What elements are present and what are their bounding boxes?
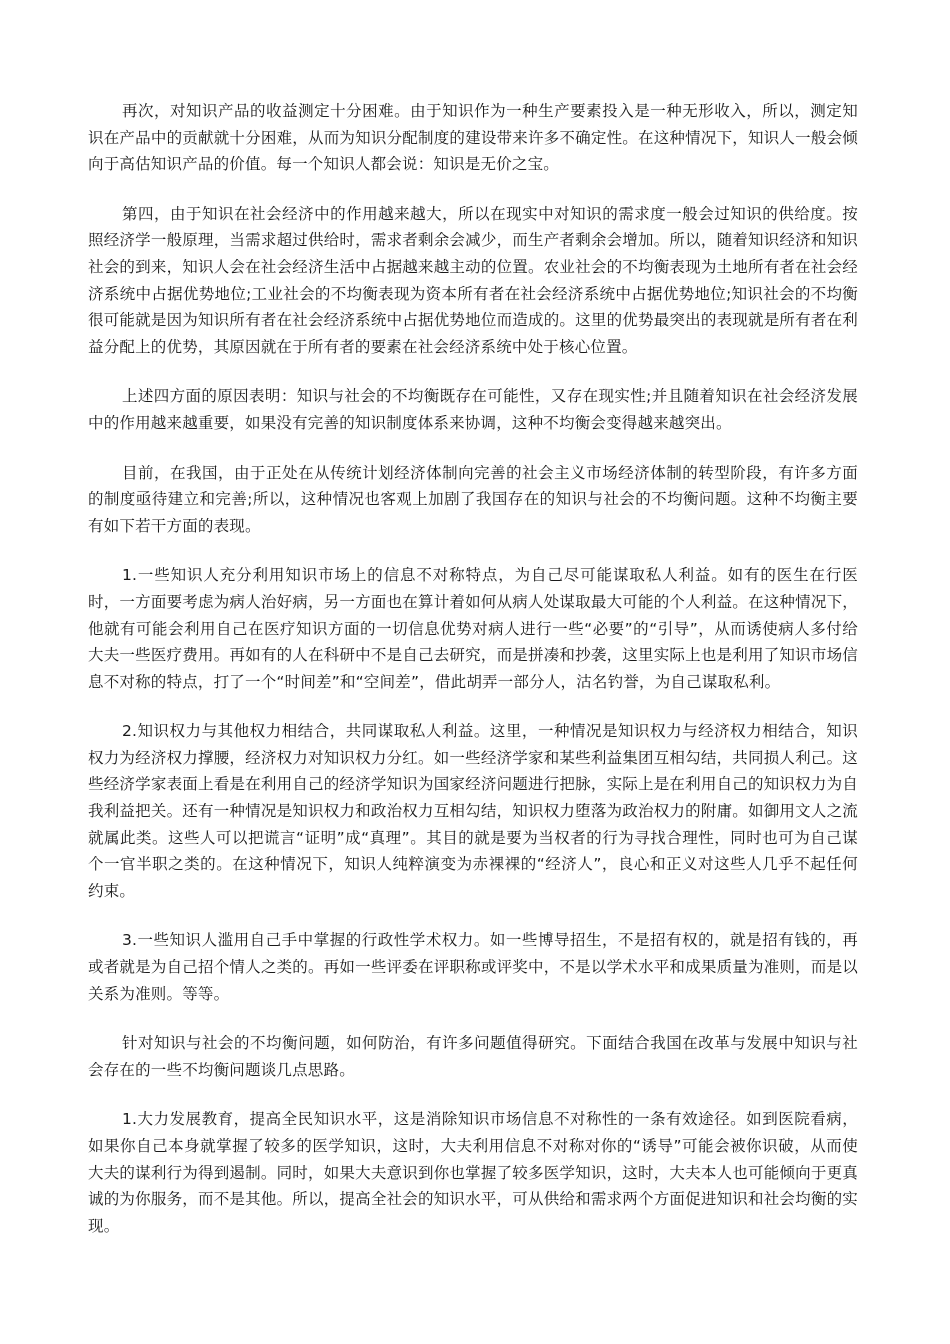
paragraph-2: 第四，由于知识在社会经济中的作用越来越大，所以在现实中对知识的需求度一般会过知识的供给度。按照经济学一般原理，当需求超过供给时，需求者剩余会减少，而生产者剩余会增加。所以，随着知识经济和知识社会的到来，知识人会在社会经济生活中占据越来越主动的位置。农业社会的不均衡表现为土地所有者在社会经济系统中占据优势地位;工业社会的不均衡表现为资本所有者在社会经济系统中占据优势地位;知识社会的不均衡很可能就是因为知识所有者在社会经济系统中占据优势地位而造成的。这里的优势最突出的表现就是所有者在利益分配上的优势，其原因就在于所有者的要素在社会经济系统中处于核心位置。 xyxy=(88,204,858,356)
paragraph-9: 1.大力发展教育，提高全民知识水平，这是消除知识市场信息不对称性的一条有效途径。如到医院看病，如果你自己本身就掌握了较多的医学知识，这时，大夫利用信息不对称对你的“诱导”可能会被你识破，从而使大夫的谋利行为得到遏制。同时，如果大夫意识到你也掌握了较多医学知识，这时，大夫本人也可能倾向于更真诚的为你服务，而不是其他。所以，提高全社会的知识水平，可从供给和需求两个方面促进知识和社会均衡的实现。 xyxy=(88,1110,858,1235)
paragraph-6: 2.知识权力与其他权力相结合，共同谋取私人利益。这里，一种情况是知识权力与经济权力相结合，知识权力为经济权力撑腰，经济权力对知识权力分红。如一些经济学家和某些利益集团互相勾结，共同损人利己。这些经济学家表面上看是在利用自己的经济学知识为国家经济问题进行把脉，实际上是在利用自己的知识权力为自我利益把关。还有一种情况是知识权力和政治权力互相勾结，知识权力堕落为政治权力的附庸。如御用文人之流就属此类。这些人可以把谎言“证明”成“真理”。其目的就是要为当权者的行为寻找合理性，同时也可为自己谋个一官半职之类的。在这种情况下，知识人纯粹演变为赤裸裸的“经济人”，良心和正义对这些人几乎不起任何约束。 xyxy=(88,722,858,900)
paragraph-5: 1.一些知识人充分利用知识市场上的信息不对称特点，为自己尽可能谋取私人利益。如有的医生在行医时，一方面要考虑为病人治好病，另一方面也在算计着如何从病人处谋取最大可能的个人利益。在这种情况下，他就有可能会利用自己在医疗知识方面的一切信息优势对病人进行一些“必要”的“引导”，从而诱使病人多付给大夫一些医疗费用。再如有的人在科研中不是自己去研究，而是拼凑和抄袭，这里实际上也是利用了知识市场信息不对称的特点，打了一个“时间差”和“空间差”，借此胡弄一部分人，沽名钓誉，为自己谋取私利。 xyxy=(88,566,858,691)
paragraph-7: 3.一些知识人滥用自己手中掌握的行政性学术权力。如一些博导招生，不是招有权的，就是招有钱的，再或者就是为自己招个情人之类的。再如一些评委在评职称或评奖中，不是以学术水平和成果质量为准则，而是以关系为准则。等等。 xyxy=(88,931,858,1003)
document-page xyxy=(88,98,858,1262)
paragraph-8: 针对知识与社会的不均衡问题，如何防治，有许多问题值得研究。下面结合我国在改革与发展中知识与社会存在的一些不均衡问题谈几点思路。 xyxy=(88,1034,858,1079)
paragraph-4: 目前，在我国，由于正处在从传统计划经济体制向完善的社会主义市场经济体制的转型阶段，有许多方面的制度亟待建立和完善;所以，这种情况也客观上加剧了我国存在的知识与社会的不均衡问题。这种不均衡主要有如下若干方面的表现。 xyxy=(88,463,858,535)
paragraph-1: 再次，对知识产品的收益测定十分困难。由于知识作为一种生产要素投入是一种无形收入，所以，测定知识在产品中的贡献就十分困难，从而为知识分配制度的建设带来许多不确定性。在这种情况下，知识人一般会倾向于高估知识产品的价值。每一个知识人都会说：知识是无价之宝。 xyxy=(88,102,858,174)
paragraph-3: 上述四方面的原因表明：知识与社会的不均衡既存在可能性，又存在现实性;并且随着知识在社会经济发展中的作用越来越重要，如果没有完善的知识制度体系来协调，这种不均衡会变得越来越突出。 xyxy=(88,387,858,432)
